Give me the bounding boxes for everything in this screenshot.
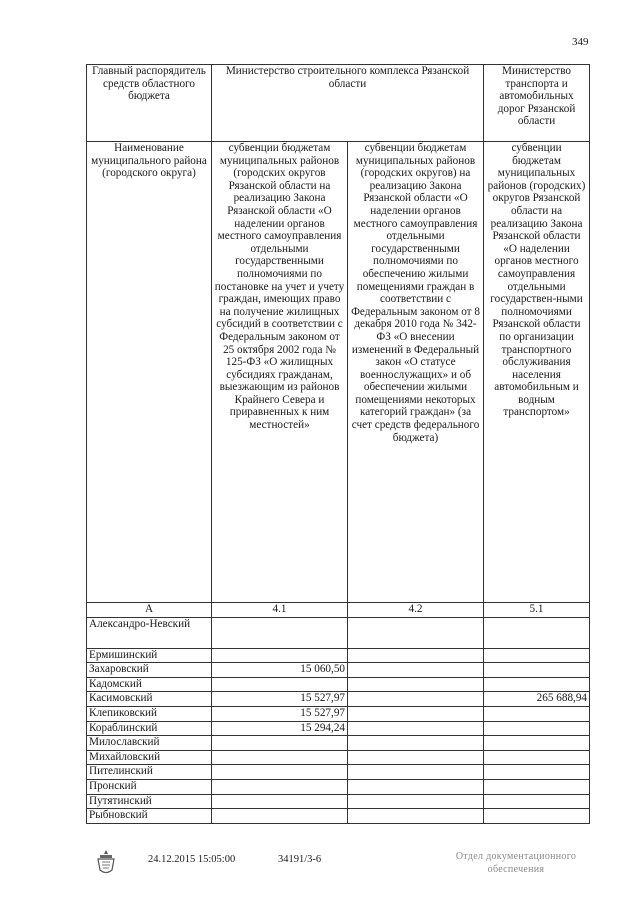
row-value-5-1 [484, 794, 590, 809]
subheader-subsidy-4-2: субвенции бюджетам муниципальных районов (городских округов) на реализацию Закона Рязанской области «О наделении органов местного самоуправления отдельными государственными полномочиями по обеспечению жилыми помещениями граждан в соответствии с Федеральным законом от 8 декабря 2010 года № 342-ФЗ «О внесении изменений в Федеральный закон «О статусе военнослужащих» и об обеспечении жилыми помещениями некоторых категорий граждан» (за счет средств федерального бюджета) [348, 142, 484, 603]
table-row [87, 779, 590, 794]
subheader-subsidy-4-1: субвенции бюджетам муниципальных районов (городских округов Рязанской области на реализацию Закона Рязанской области «О наделении органов местного самоуправления отдельными государственными полномочиями по постановке на учет и учету граждан, имеющих право на получение жилищных субсидий в соответствии с Федеральным законом от 25 октября 2002 года № 125-ФЗ «О жилищных субсидиях гражданам, выезжающим из районов Крайнего Севера и приравненных к ним местностей» [212, 142, 348, 603]
row-name: Касимовский [87, 692, 212, 707]
row-value-4-1: 15 527,97 [212, 706, 348, 721]
stamp-line: обеспечения [487, 864, 545, 875]
row-value-4-2 [348, 648, 484, 663]
row-value-4-2 [348, 779, 484, 794]
row-value-4-2 [348, 677, 484, 692]
row-value-5-1 [484, 750, 590, 765]
row-name: Клепиковский [87, 706, 212, 721]
row-value-4-2 [348, 794, 484, 809]
row-value-4-1 [212, 617, 348, 648]
row-name: Пронский [87, 779, 212, 794]
row-value-4-2 [348, 809, 484, 824]
stamp [441, 850, 591, 876]
row-value-4-2 [348, 721, 484, 736]
row-name: Путятинский [87, 794, 212, 809]
header-ministry-transport: Министерство транспорта и автомобильных дорог Рязанской области [484, 65, 590, 142]
row-value-4-1: 15 294,24 [212, 721, 348, 736]
row-value-5-1 [484, 736, 590, 751]
footer-timestamp: 24.12.2015 15:05:00 [148, 854, 236, 865]
page-number: 349 [572, 36, 589, 48]
table-row [87, 750, 590, 765]
table-row [87, 736, 590, 751]
row-name: Кадомский [87, 677, 212, 692]
coat-of-arms-icon [93, 848, 119, 876]
row-name: Михайловский [87, 750, 212, 765]
row-value-5-1 [484, 706, 590, 721]
row-value-4-1 [212, 736, 348, 751]
row-name: Кораблинский [87, 721, 212, 736]
row-value-5-1 [484, 617, 590, 648]
row-value-4-2 [348, 765, 484, 780]
row-name: Рыбновский [87, 809, 212, 824]
table-row [87, 648, 590, 663]
row-value-4-1: 15 527,97 [212, 692, 348, 707]
table-row [87, 706, 590, 721]
row-name: Ермишинский [87, 648, 212, 663]
header-main-manager: Главный распорядитель средств областного бюджета [87, 65, 212, 142]
row-value-4-2 [348, 692, 484, 707]
subheader-municipality: Наименование муниципального района (городского округа) [87, 142, 212, 603]
budget-table [86, 64, 590, 824]
row-value-5-1 [484, 779, 590, 794]
row-value-5-1 [484, 648, 590, 663]
table-row [87, 809, 590, 824]
row-value-5-1: 265 688,94 [484, 692, 590, 707]
header-row [87, 65, 590, 142]
row-value-4-1 [212, 677, 348, 692]
table-row [87, 721, 590, 736]
row-value-4-1 [212, 765, 348, 780]
column-code: А [87, 603, 212, 618]
column-code: 5.1 [484, 603, 590, 618]
row-value-4-1 [212, 750, 348, 765]
row-value-4-2 [348, 663, 484, 678]
row-value-5-1 [484, 721, 590, 736]
table-row [87, 692, 590, 707]
row-value-4-2 [348, 617, 484, 648]
row-value-5-1 [484, 809, 590, 824]
column-code: 4.1 [212, 603, 348, 618]
row-value-4-1: 15 060,50 [212, 663, 348, 678]
header-ministry-construction: Министерство строительного комплекса Рязанской области [212, 65, 484, 142]
column-code: 4.2 [348, 603, 484, 618]
table-row [87, 617, 590, 648]
footer-doc-number: 34191/3-6 [278, 854, 322, 865]
row-value-5-1 [484, 765, 590, 780]
row-value-4-1 [212, 794, 348, 809]
row-name: Захаровский [87, 663, 212, 678]
table-row [87, 663, 590, 678]
row-name: Милославский [87, 736, 212, 751]
stamp-line: Отдел документационного [455, 851, 577, 862]
row-value-4-1 [212, 779, 348, 794]
table-row [87, 677, 590, 692]
row-value-5-1 [484, 677, 590, 692]
subheader-row [87, 142, 590, 603]
row-name: Пителинский [87, 765, 212, 780]
row-value-4-2 [348, 750, 484, 765]
row-value-4-1 [212, 809, 348, 824]
column-code-row [87, 603, 590, 618]
row-value-4-2 [348, 706, 484, 721]
table-row [87, 765, 590, 780]
row-value-4-2 [348, 736, 484, 751]
row-value-5-1 [484, 663, 590, 678]
row-value-4-1 [212, 648, 348, 663]
subheader-subsidy-5-1: субвенции бюджетам муниципальных районов (городских) округов Рязанской области на реализацию Закона Рязанской области «О наделении органов местного самоуправления отдельными государствен-ными полномочиями Рязанской области по организации транспортного обслуживания населения автомобильным и водным транспортом» [484, 142, 590, 603]
table-row [87, 794, 590, 809]
row-name: Александро-Невский [87, 617, 212, 648]
